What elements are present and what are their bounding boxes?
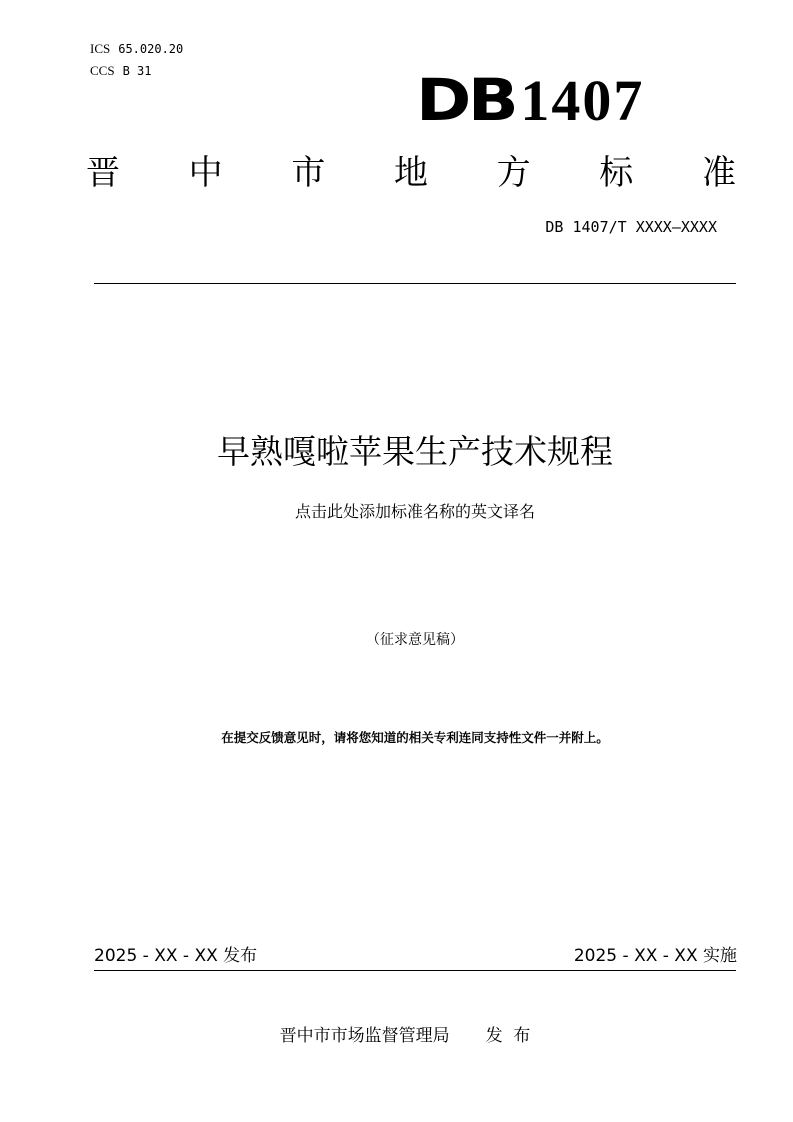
ics-label: ICS bbox=[90, 41, 111, 56]
standard-designation: DB 1407/T XXXX—XXXX bbox=[545, 218, 717, 236]
category-char: 市 bbox=[291, 153, 326, 193]
standard-category bbox=[86, 150, 736, 196]
standard-number-logo bbox=[416, 62, 644, 139]
issue-date: 2025 - XX - XX 发布 bbox=[94, 946, 258, 966]
document-title: 早熟嘎啦苹果生产技术规程 bbox=[217, 432, 613, 471]
category-char: 方 bbox=[496, 153, 531, 193]
standard-code: 1407 bbox=[520, 68, 645, 133]
patent-notice: 在提交反馈意见时，请将您知道的相关专利连同支持性文件一并附上。 bbox=[221, 730, 609, 745]
bottom-divider bbox=[94, 970, 736, 971]
publisher-line bbox=[0, 1024, 793, 1048]
category-char: 晋 bbox=[86, 153, 120, 193]
publish-word: 发 布 bbox=[485, 1026, 531, 1046]
category-char: 地 bbox=[393, 153, 428, 193]
category-char: 准 bbox=[701, 153, 736, 193]
ccs-value: B 31 bbox=[122, 64, 152, 78]
classification-codes bbox=[90, 38, 183, 82]
draft-status: （征求意见稿） bbox=[366, 632, 464, 648]
implementation-date: 2025 - XX - XX 实施 bbox=[573, 946, 737, 966]
ccs-label: CCS bbox=[90, 63, 115, 78]
category-char: 中 bbox=[188, 153, 223, 193]
ccs-row bbox=[90, 60, 183, 82]
publisher-name: 晋中市市场监督管理局 bbox=[279, 1026, 450, 1046]
top-divider bbox=[94, 283, 736, 284]
ics-value: 65.020.20 bbox=[118, 42, 184, 56]
english-title-placeholder: 点击此处添加标准名称的英文译名 bbox=[294, 502, 535, 521]
standard-prefix: DB bbox=[416, 66, 516, 134]
category-char: 标 bbox=[599, 153, 634, 193]
ics-row bbox=[90, 38, 183, 60]
